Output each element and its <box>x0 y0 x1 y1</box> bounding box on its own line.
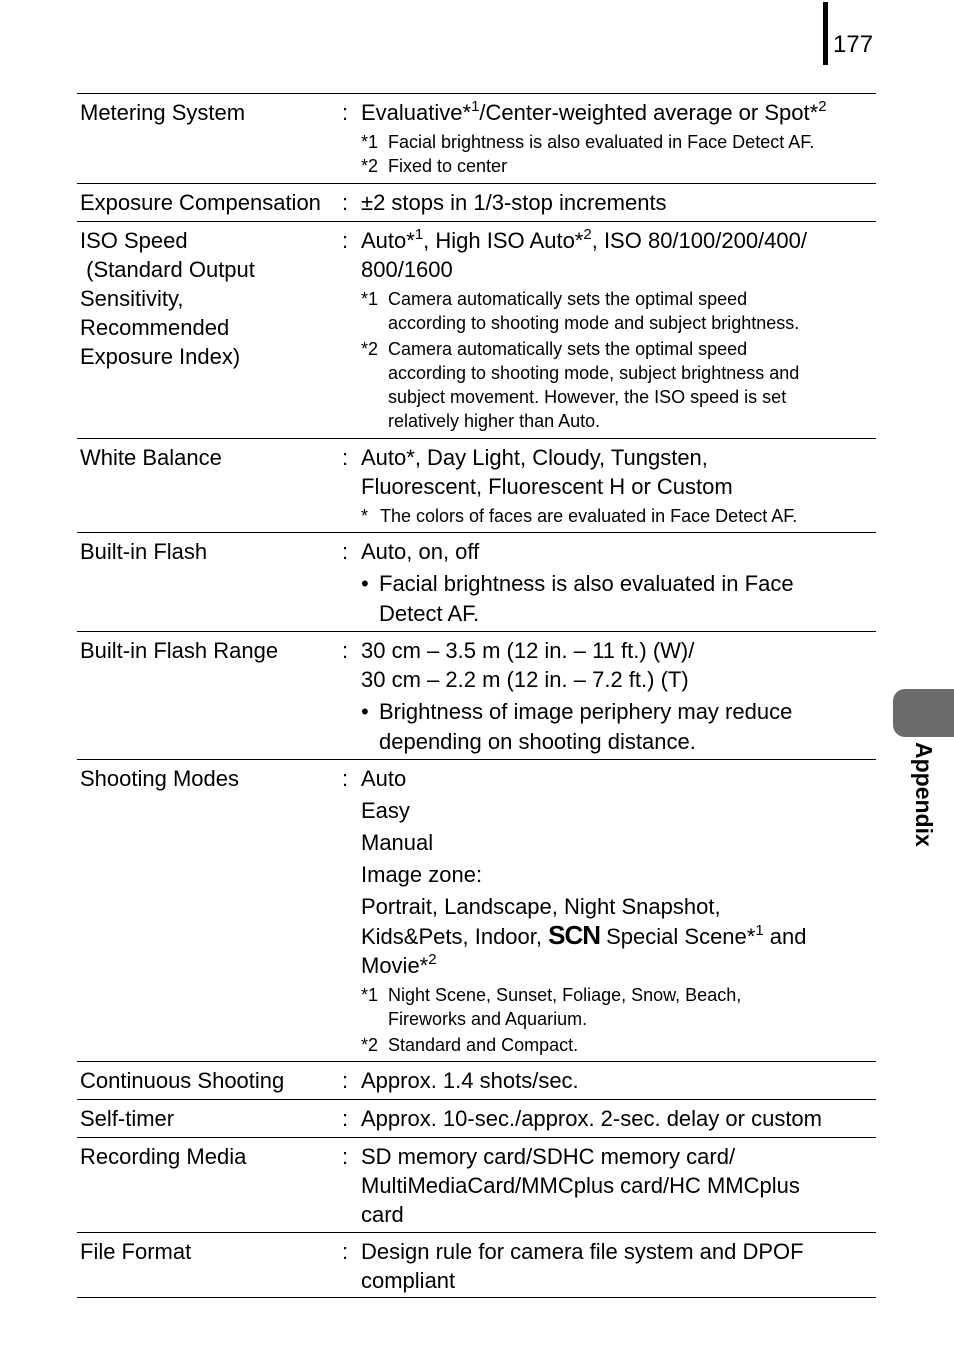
spec-row-white-balance: White Balance : Auto*, Day Light, Cloudy, Tungsten, Fluorescent, Fluorescent H or Custom * The colors of faces are evaluated in Face Detect AF. <box>77 438 876 532</box>
spec-label: Shooting Modes <box>80 766 239 791</box>
spec-value: Evaluative*$^1$/Center-weighted average or Spot*$^2$ *1 Facial brightness is also evaluated in Face Detect AF. *2 Fixed to center <box>361 98 875 178</box>
section-tab-label: Appendix <box>911 742 937 847</box>
bullet-note: • Facial brightness is also evaluated in Face Detect AF. <box>361 571 794 626</box>
footnote: * The colors of faces are evaluated in Face Detect AF. <box>361 506 798 526</box>
spec-row-built-in-flash: Built-in Flash : Auto, on, off • Facial brightness is also evaluated in Face Detect AF. <box>77 532 876 631</box>
spec-label: Continuous Shooting <box>80 1068 285 1093</box>
scn-mode-icon: SCN <box>548 920 601 950</box>
page-number-bar <box>823 2 828 65</box>
bullet-note: • Brightness of image periphery may reduce depending on shooting distance. <box>361 699 793 754</box>
spec-row-built-in-flash-range: Built-in Flash Range : 30 cm – 3.5 m (12 in. – 11 ft.) (W)/ 30 cm – 2.2 m (12 in. – 7.2 ft.) (T) • Brightness of image periphery may reduce depending on shooting distance. <box>77 631 876 759</box>
spec-value: Approx. 10-sec./approx. 2-sec. delay or custom <box>361 1106 822 1131</box>
spec-row-file-format: File Format : Design rule for camera file system and DPOF compliant <box>77 1232 876 1298</box>
spec-row-metering-system: Metering System : Evaluative*$^1$/Center-weighted average or Spot*$^2$ *1 Facial brightness is also evaluated in Face Detect AF. *2 Fixed to center <box>77 93 876 183</box>
footnote: *1 Camera automatically sets the optimal speed according to shooting mode and subject brightness. <box>361 289 800 333</box>
spec-label: Built-in Flash <box>80 539 208 564</box>
spec-row-continuous-shooting: Continuous Shooting : Approx. 1.4 shots/sec. <box>77 1061 876 1099</box>
spec-row-iso-speed: ISO Speed (Standard Output Sensitivity, Recommended Exposure Index) : Auto*$^1$, High ISO Auto*$^2$, ISO 80/100/200/400/ 800/1600 *1 Camera automatically sets the optimal speed according to shooting mode and subject brightness. *2 Camera automatically sets the optimal speed according to shooting mode, subject brightness and subject movement. However, the ISO speed is set relatively higher than Auto. <box>77 221 876 438</box>
spec-value: SD memory card/SDHC memory card/ MultiMediaCard/MMCplus card/HC MMCplus card <box>361 1144 800 1227</box>
footnote: *2 Camera automatically sets the optimal speed according to shooting mode, subject brightness and subject movement. However, the ISO speed is set relatively higher than Auto. <box>361 339 800 431</box>
spec-value: Auto*$^1$, High ISO Auto*$^2$, ISO 80/100/200/400/ 800/1600 *1 Camera automatically sets the optimal speed according to shooting mode and subject brightness. *2 Camera automatically sets the optimal speed according to shooting mode, subject brightness and subject movement. However, the ISO speed is set relatively higher than Auto. <box>361 226 875 433</box>
page-number: 177 <box>833 31 874 58</box>
spec-row-self-timer: Self-timer : Approx. 10-sec./approx. 2-sec. delay or custom <box>77 1099 876 1137</box>
spec-label: ISO Speed (Standard Output Sensitivity, Recommended Exposure Index) <box>80 228 255 369</box>
spec-value: ±2 stops in 1/3-stop increments <box>361 190 667 215</box>
spec-label: Recording Media <box>80 1144 247 1169</box>
spec-row-exposure-compensation: Exposure Compensation : ±2 stops in 1/3-stop increments <box>77 183 876 221</box>
spec-label: Exposure Compensation <box>80 190 321 215</box>
spec-value: Auto*, Day Light, Cloudy, Tungsten, Fluorescent, Fluorescent H or Custom * The colors of faces are evaluated in Face Detect AF. <box>361 443 875 528</box>
spec-label: Built-in Flash Range <box>80 638 279 663</box>
spec-label: White Balance <box>80 445 222 470</box>
section-tab-label-box <box>912 742 936 872</box>
spec-value: Approx. 1.4 shots/sec. <box>361 1068 579 1093</box>
footnote: *1 Night Scene, Sunset, Foliage, Snow, Beach, Fireworks and Aquarium. <box>361 985 742 1029</box>
spec-row-recording-media: Recording Media : SD memory card/SDHC memory card/ MultiMediaCard/MMCplus card/HC MMCplus card <box>77 1137 876 1232</box>
footnote: *2 Fixed to center <box>361 156 508 176</box>
section-tab[interactable] <box>893 689 954 737</box>
spec-value: 30 cm – 3.5 m (12 in. – 11 ft.) (W)/ 30 cm – 2.2 m (12 in. – 7.2 ft.) (T) • Brightness of image periphery may reduce depending on shooting distance. <box>361 636 875 757</box>
spec-value: Design rule for camera file system and DPOF compliant <box>361 1239 804 1293</box>
footnote: *2 Standard and Compact. <box>361 1035 579 1055</box>
spec-value: Auto, on, off • Facial brightness is also evaluated in Face Detect AF. <box>361 537 875 629</box>
spec-label: Metering System <box>80 100 246 125</box>
spec-value: Auto Easy Manual Image zone: Portrait, Landscape, Night Snapshot, Kids&Pets, Indoor, SCN Special Scene*$^1$ and Movie*$^2$ *1 Night Scene, Sunset, Foliage, Snow, Beach, Fireworks and Aquarium. *2 Standard and Compact. <box>361 764 875 1057</box>
spec-label: Self-timer <box>80 1106 175 1131</box>
spec-row-shooting-modes: Shooting Modes : Auto Easy Manual Image zone: Portrait, Landscape, Night Snapshot, Kids&Pets, Indoor, SCN Special Scene*$^1$ and Movie*$^2$ *1 Night Scene, Sunset, Foliage, Snow, Beach, Fireworks and Aquarium. *2 Standard and Compact. <box>77 759 876 1061</box>
footnote: *1 Facial brightness is also evaluated in Face Detect AF. <box>361 132 815 152</box>
specifications-table <box>77 93 876 1298</box>
spec-label: File Format <box>80 1239 192 1264</box>
